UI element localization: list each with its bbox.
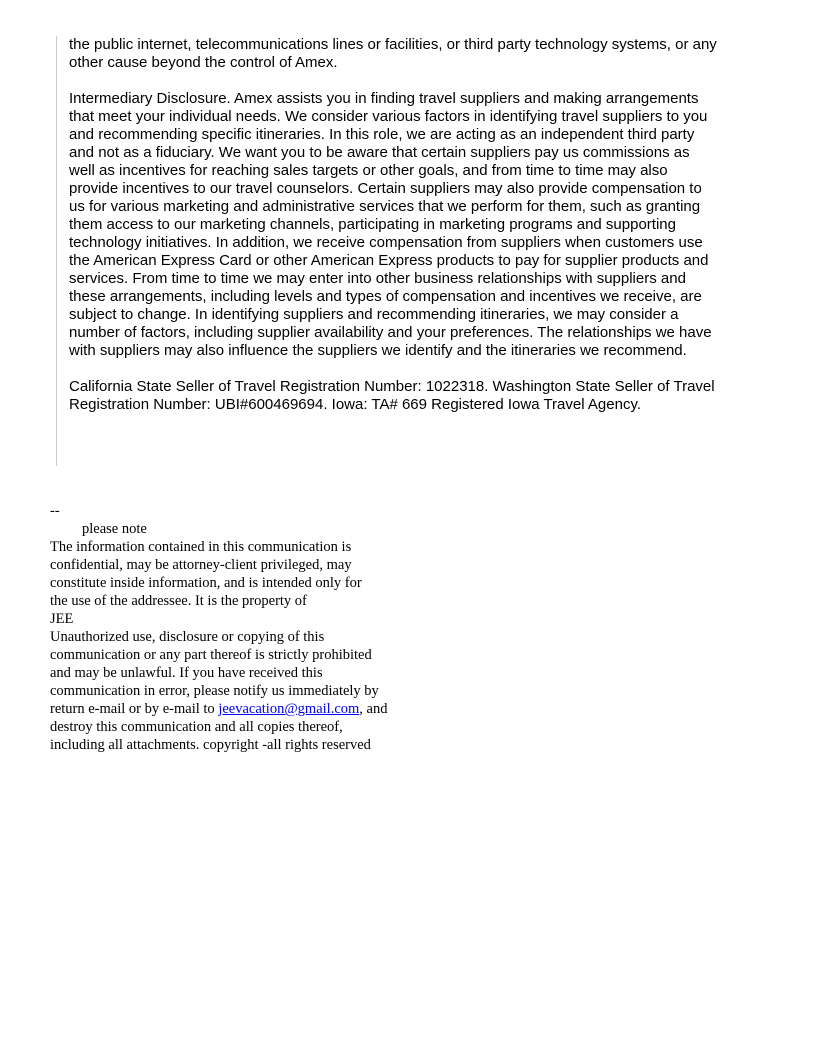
quote-line: other cause beyond the control of Amex. xyxy=(69,54,338,71)
signature-note-label: please note xyxy=(82,521,147,537)
signature-line: JEE xyxy=(50,611,74,627)
signature-line: The information contained in this communication is xyxy=(50,539,352,555)
quote-line: number of factors, including supplier availability and your preferences. The relationships we have xyxy=(69,324,712,341)
email-link[interactable]: jeevacation@gmail.com xyxy=(218,701,360,717)
quote-line: that meet your individual needs. We consider various factors in identifying travel suppliers to you xyxy=(69,108,708,125)
signature-separator: -- xyxy=(50,503,60,519)
signature-line: confidential, may be attorney-client privileged, may xyxy=(50,557,352,573)
quote-line: us for various marketing and administrative services that we perform for them, such as granting xyxy=(69,198,701,215)
email-signature xyxy=(50,502,430,754)
quote-line: and recommending specific itineraries. In this role, we are acting as an independent third party xyxy=(69,126,695,143)
quote-line: them access to our marketing channels, participating in marketing programs and supporting xyxy=(69,216,676,233)
registration-line: California State Seller of Travel Registration Number: 1022318. Washington State Seller of Travel xyxy=(69,378,715,395)
signature-line: including all attachments. copyright -all rights reserved xyxy=(50,737,371,753)
email-prefix: return e-mail or by e-mail to xyxy=(50,701,219,717)
quoted-message-block xyxy=(56,36,776,466)
registration-line: Registration Number: UBI#600469694. Iowa: TA# 669 Registered Iowa Travel Agency. xyxy=(69,396,641,413)
quote-line: services. From time to time we may enter into other business relationships with suppliers and xyxy=(69,270,686,287)
quote-line: Intermediary Disclosure. Amex assists you in finding travel suppliers and making arrangements xyxy=(69,90,699,107)
quote-line: and not as a fiduciary. We want you to be aware that certain suppliers pay us commissions as xyxy=(69,144,690,161)
quote-line: provide incentives to our travel counselors. Certain suppliers may also provide compensation to xyxy=(69,180,702,197)
signature-line: destroy this communication and all copies thereof, xyxy=(50,719,343,735)
signature-line: communication in error, please notify us immediately by xyxy=(50,683,379,699)
signature-line: Unauthorized use, disclosure or copying of this xyxy=(50,629,325,645)
quote-line: these arrangements, including levels and types of compensation and incentives we receive, are xyxy=(69,288,702,305)
quote-line: subject to change. In identifying suppliers and recommending itineraries, we may consider a xyxy=(69,306,679,323)
quote-line: well as incentives for reaching sales targets or other goals, and from time to time may also xyxy=(69,162,668,179)
signature-line: the use of the addressee. It is the property of xyxy=(50,593,307,609)
signature-email-line xyxy=(50,700,430,718)
signature-line: communication or any part thereof is strictly prohibited xyxy=(50,647,372,663)
email-suffix: , and xyxy=(359,701,388,717)
quoted-message-text xyxy=(69,36,769,414)
quote-line: with suppliers may also influence the suppliers we identify and the itineraries we recommend. xyxy=(69,342,687,359)
quote-line: the public internet, telecommunications lines or facilities, or third party technology systems, or any xyxy=(69,36,717,53)
signature-line: and may be unlawful. If you have received this xyxy=(50,665,323,681)
quote-line: technology initiatives. In addition, we receive compensation from suppliers when customers use xyxy=(69,234,703,251)
quote-line: the American Express Card or other American Express products to pay for supplier products and xyxy=(69,252,709,269)
signature-line: constitute inside information, and is intended only for xyxy=(50,575,362,591)
